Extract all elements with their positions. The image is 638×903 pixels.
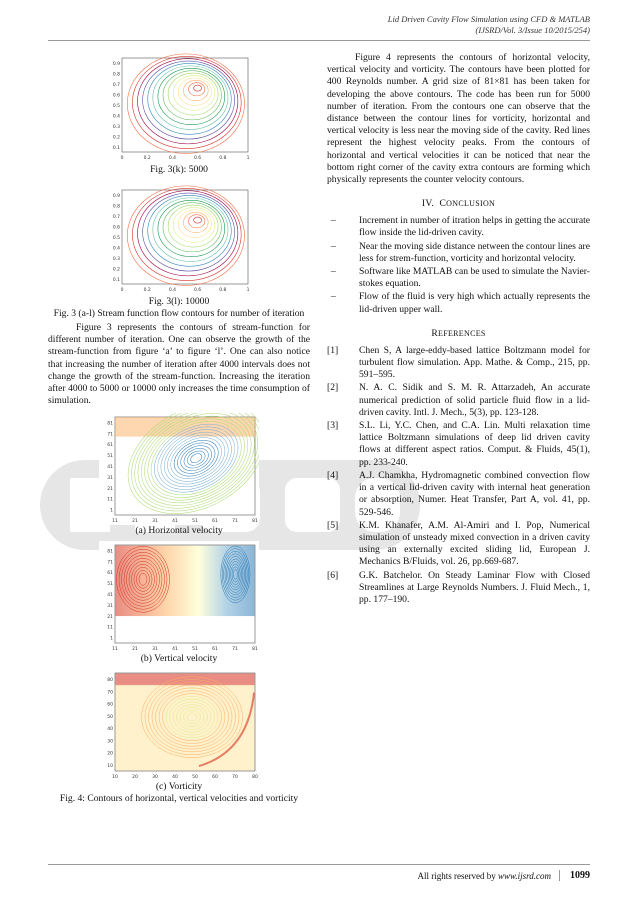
y-tick-label: 71	[107, 432, 113, 438]
contour-line	[168, 73, 218, 115]
contour-line	[148, 195, 232, 266]
contour-line	[194, 85, 202, 91]
x-tick-label: 11	[112, 519, 118, 525]
right-paragraph	[327, 52, 590, 186]
figure-3-caption: Fig. 3 (a-l) Stream function flow contours for number of iteration	[53, 308, 305, 319]
high-velocity-band	[115, 417, 255, 437]
figure-3l-plot	[104, 184, 254, 296]
conclusion-item-text: Software like MATLAB can be used to simulate the Navier-stokes equation.	[359, 266, 590, 290]
y-tick-label: 31	[107, 604, 113, 610]
y-tick-label: 1	[110, 508, 113, 514]
x-tick-label: 50	[192, 775, 198, 781]
running-head-title: Lid Driven Cavity Flow Simulation using CFD & MATLAB	[387, 14, 590, 24]
left-paragraph-text: Figure 3 represents the contours of stream-function for different number of iteration. One can observe the growth of the stream-function from figure ‘a’ to figure ‘l’. One can also notice that increasing the number of iteration after 4000 intervals does not change the growth of the stream-function. Increasing the iteration after 4000 to 5000 or 10000 only increases the time consumption of simulation.	[48, 322, 310, 407]
y-tick-label: 21	[107, 615, 113, 621]
figure-4b	[99, 541, 259, 653]
y-tick-label: 41	[107, 593, 113, 599]
conclusion-item	[327, 215, 590, 239]
figure-3k-caption: Fig. 3(k): 5000	[150, 164, 208, 175]
x-tick-label: 0.2	[143, 288, 151, 293]
reference-number: [1]	[327, 344, 339, 356]
x-tick-label: 0.8	[219, 288, 227, 293]
y-tick-label: 0.4	[112, 246, 120, 252]
contour-line	[189, 83, 205, 96]
references-title-initial: R	[431, 327, 439, 339]
y-tick-label: 0.8	[112, 204, 120, 210]
y-tick-label: 21	[107, 487, 113, 493]
conclusion-item-text: Flow of the fluid is very high which actually represents the lid-driven upper wall.	[359, 291, 590, 315]
figure-4c-plot	[99, 669, 259, 781]
reference-text: S.L. Li, Y.C. Chen, and C.A. Lin. Multi relaxation time lattice Boltzmann simulations of deep lid driven cavity flows at different aspect ratios. Comput. & Fluids, 45(1), pp. 233-240.	[359, 420, 590, 468]
y-tick-label: 0.5	[112, 236, 120, 241]
figure-4a	[99, 413, 259, 525]
contour-line	[164, 430, 229, 488]
contour-line	[172, 437, 220, 480]
y-tick-label: 0.3	[112, 256, 120, 262]
x-tick-label: 0.4	[168, 288, 176, 293]
lid-vorticity-band	[116, 674, 255, 686]
x-tick-label: 21	[132, 519, 138, 525]
x-tick-label: 61	[212, 519, 218, 525]
y-tick-label: 31	[107, 476, 113, 482]
dash-bullet: –	[331, 266, 336, 278]
contour-line	[138, 191, 238, 276]
figure-4b-plot	[99, 541, 259, 653]
y-tick-label: 0.3	[112, 124, 120, 130]
figure-4b-caption: (b) Vertical velocity	[140, 653, 218, 665]
figure-4a-plot	[99, 413, 259, 525]
contour-line	[176, 441, 216, 476]
figure-3l-caption: Fig. 3(l): 10000	[148, 296, 210, 307]
reference-text: N. A. C. Sidik and S. M. R. Attarzadeh, An accurate numerical prediction of solid particle fluid flow in a lid-driven cavity. Intl. J. Mech., 5(3), pp. 123-128.	[359, 382, 590, 418]
y-tick-label: 0.6	[112, 225, 120, 231]
y-tick-label: 0.9	[112, 62, 120, 68]
x-tick-label: 20	[132, 775, 138, 781]
y-tick-label: 0.1	[112, 145, 120, 151]
dash-bullet: –	[331, 215, 336, 227]
contour-group	[109, 413, 259, 525]
contour-line	[173, 207, 215, 242]
reference-number: [3]	[327, 420, 339, 432]
reference-number: [4]	[327, 469, 339, 481]
reference-item	[327, 345, 590, 382]
figure-3k	[104, 52, 254, 164]
reference-number: [6]	[327, 569, 339, 581]
reference-text: Chen S, A large-eddy-based lattice Boltzmann model for turbulent flow simulation. App. Mathe. & Comp., 215, pp. 591–595.	[359, 344, 590, 381]
x-tick-label: 40	[172, 775, 178, 781]
y-tick-label: 0.8	[112, 72, 120, 78]
running-head	[388, 14, 590, 36]
x-tick-label: 31	[152, 647, 158, 653]
left-column	[48, 52, 310, 805]
reference-text: K.M. Khanafer, A.M. Al-Amiri and I. Pop, Numerical simulation of unsteady mixed convection in a driven cavity using an externally excited sliding lid, European J. Mechanics B/Fluids, vol. 26, pp.669-687.	[359, 519, 590, 568]
page-footer	[418, 870, 591, 881]
x-tick-label: 51	[192, 647, 198, 653]
reference-item	[327, 382, 590, 419]
y-tick-label: 0.7	[112, 83, 120, 89]
conclusion-item	[327, 291, 590, 315]
figure-3l	[104, 184, 254, 296]
x-tick-label: 71	[232, 519, 238, 525]
x-tick-label: 10	[112, 775, 118, 781]
y-tick-label: 70	[107, 690, 113, 696]
contour-line	[185, 448, 208, 468]
x-tick-label: 0.6	[194, 288, 202, 293]
y-tick-label: 40	[107, 727, 113, 733]
contour-line	[168, 205, 218, 247]
y-tick-label: 0.6	[112, 93, 120, 99]
y-tick-label: 0.2	[112, 267, 120, 273]
footer-site-link[interactable]: www.ijsrd.com	[497, 870, 551, 881]
y-tick-label: 71	[107, 560, 113, 566]
figure-4a-caption: (a) Horizontal velocity	[135, 525, 223, 537]
x-tick-label: 0	[120, 288, 124, 293]
x-tick-label: 0.8	[219, 156, 227, 161]
y-tick-label: 60	[107, 703, 113, 709]
x-tick-label: 81	[252, 519, 258, 525]
running-head-issue: (IJSRD/Vol. 3/Issue 10/2015/254)	[475, 25, 590, 35]
dash-bullet: –	[331, 240, 336, 252]
right-paragraph-text: Figure 4 represents the contours of horizontal velocity, vertical velocity and vorticity. The contours have been plotted for 400 Reynolds number. A grid size of 81×81 has been taken for developing the above contours. The code has been run for 5000 number of iteration. From the contours one can observe that the distance between the contour lines for vorticity, horizontal and vertical velocity is less near the moving side of the cavity. Red lines represent the highest velocity peaks. From the contours of horizontal and vertical velocities it can be noticed that near the bottom right corner of the cavity extra contours are forming which physically represents the counter velocity contours.	[327, 52, 590, 186]
dash-bullet: –	[331, 291, 336, 303]
contour-line	[132, 188, 241, 280]
x-tick-label: 0.6	[194, 156, 202, 161]
reference-number: [2]	[327, 382, 339, 394]
x-tick-label: 21	[132, 647, 138, 653]
conclusion-item-text: Near the moving side distance netween the contour lines are less for strem-function, vorticity and horizontal velocity.	[359, 240, 590, 264]
y-tick-label: 81	[107, 549, 113, 555]
header-rule	[48, 40, 590, 41]
reference-text: A.J. Chamkha, Hydromagnetic combined convection flow in a vertical lid-driven cavity with internal heat generation or absorption, Numer. Heat Transfer, Part A, vol. 41, pp. 529-546.	[359, 469, 590, 518]
conclusion-title-rest: ONCLUSION	[446, 199, 496, 209]
y-tick-label: 10	[107, 764, 113, 770]
x-tick-label: 70	[232, 775, 238, 781]
reference-text: G.K. Batchelor. On Steady Laminar Flow with Closed Streamlines at Large Reynolds Numbers. J. Fluid Mech., 1, pp. 177–190.	[359, 569, 590, 605]
x-tick-label: 0	[120, 156, 124, 161]
x-tick-label: 1	[246, 156, 250, 161]
y-tick-label: 30	[107, 739, 113, 745]
y-tick-label: 1	[110, 636, 113, 642]
conclusion-heading	[327, 198, 590, 209]
conclusion-item	[327, 241, 590, 265]
contour-line	[194, 217, 202, 223]
conclusion-item	[327, 266, 590, 290]
y-tick-label: 51	[107, 582, 113, 588]
reference-number: [5]	[327, 519, 339, 531]
conclusion-item-text: Increment in number of itration helps in getting the accurate flow inside the lid-driven cavity.	[359, 215, 590, 239]
references-title-rest: EFERENCES	[438, 328, 486, 338]
x-tick-label: 31	[152, 519, 158, 525]
x-tick-label: 1	[246, 288, 250, 293]
y-tick-label: 0.5	[112, 104, 120, 109]
reference-item	[327, 420, 590, 469]
x-tick-label: 51	[192, 519, 198, 525]
y-tick-label: 11	[107, 498, 113, 504]
x-tick-label: 61	[212, 647, 218, 653]
x-tick-label: 0.2	[143, 156, 151, 161]
contour-line	[189, 215, 205, 228]
y-tick-label: 0.1	[112, 277, 120, 283]
figure-4c	[99, 669, 259, 781]
x-tick-label: 60	[212, 775, 218, 781]
x-tick-label: 80	[252, 775, 258, 781]
x-tick-label: 41	[172, 519, 178, 525]
references-list	[327, 345, 590, 606]
page-number: 1099	[559, 870, 590, 881]
y-tick-label: 61	[107, 571, 113, 577]
conclusion-numeral: IV.	[421, 198, 435, 210]
y-tick-label: 20	[107, 752, 113, 758]
references-heading	[327, 328, 590, 339]
y-tick-label: 50	[107, 715, 113, 721]
x-tick-label: 30	[152, 775, 158, 781]
reference-item	[327, 520, 590, 569]
figure-4c-caption: (c) Vorticity	[155, 781, 203, 793]
y-tick-label: 81	[107, 421, 113, 427]
figure-3k-plot	[104, 52, 254, 164]
figure-4-caption: Fig. 4: Contours of horizontal, vertical velocities and vorticity	[59, 793, 299, 805]
x-tick-label: 41	[172, 647, 178, 653]
y-tick-label: 80	[107, 678, 113, 684]
y-tick-label: 0.2	[112, 135, 120, 141]
footer-credit-prefix: All rights reserved by	[417, 870, 498, 881]
left-paragraph	[48, 322, 310, 407]
y-tick-label: 41	[107, 465, 113, 471]
y-tick-label: 51	[107, 454, 113, 460]
x-tick-label: 81	[252, 647, 258, 653]
x-tick-label: 0.4	[168, 156, 176, 161]
y-tick-label: 0.7	[112, 215, 120, 221]
conclusion-list	[327, 215, 590, 316]
x-tick-label: 71	[232, 647, 238, 653]
contour-line	[148, 63, 232, 134]
right-column	[327, 52, 590, 607]
contour-line	[132, 56, 241, 148]
y-tick-label: 0.4	[112, 114, 120, 120]
x-tick-label: 11	[112, 647, 118, 653]
contour-line	[181, 445, 212, 473]
reference-item	[327, 470, 590, 519]
y-tick-label: 0.9	[112, 194, 120, 200]
footer-rule	[48, 864, 590, 865]
contour-line	[173, 75, 215, 110]
y-tick-label: 11	[107, 626, 113, 632]
contour-line	[138, 59, 238, 144]
reference-item	[327, 570, 590, 607]
conclusion-title-initial: C	[439, 198, 447, 210]
y-tick-label: 61	[107, 443, 113, 449]
footer-credit	[418, 871, 552, 881]
